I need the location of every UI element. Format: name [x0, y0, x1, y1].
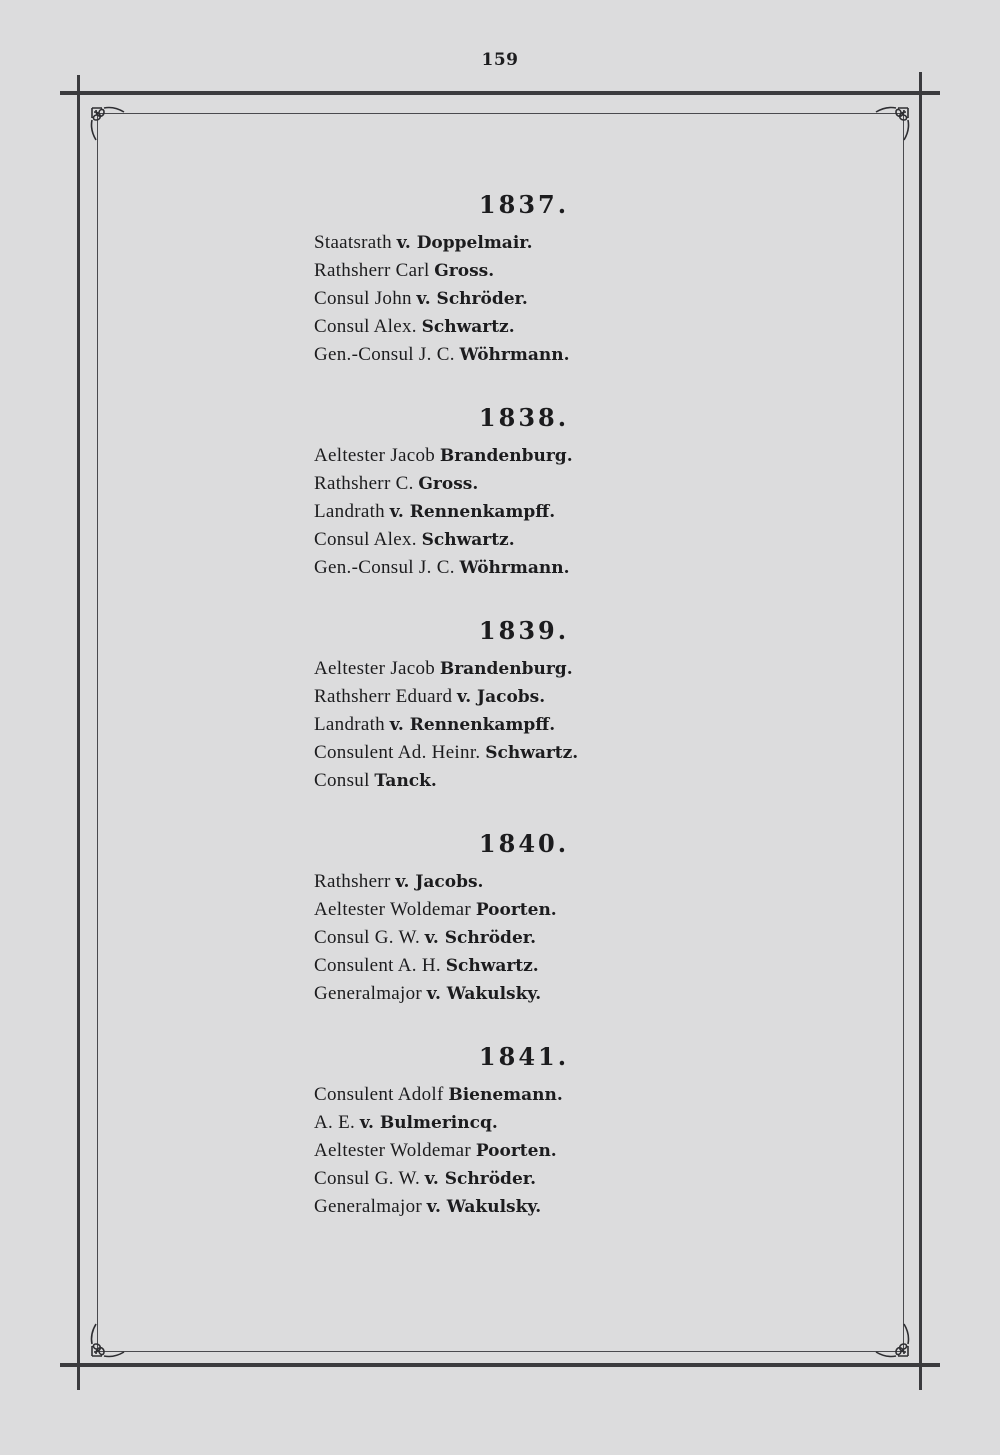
entry-prefix: Consul John: [314, 288, 412, 309]
entry-name: Wöhrmann.: [459, 345, 570, 365]
year-list: [314, 190, 734, 1255]
entry-prefix: Gen.-Consul J. C.: [314, 344, 455, 365]
list-item: [314, 739, 734, 767]
list-item: [314, 313, 734, 341]
entry-name: v. Bulmerincq.: [359, 1113, 498, 1133]
corner-ornament-icon: [872, 1320, 912, 1360]
year-section: [314, 1042, 734, 1221]
entry-name: v. Schröder.: [424, 1169, 537, 1189]
year-section: [314, 190, 734, 369]
corner-ornament-icon: [88, 104, 128, 144]
entry-prefix: Aeltester Woldemar: [314, 1140, 472, 1161]
entry-prefix: A. E.: [314, 1112, 356, 1133]
list-item: [314, 896, 734, 924]
entry-prefix: Aeltester Jacob: [314, 658, 436, 679]
entry-prefix: Rathsherr Eduard: [314, 686, 453, 707]
entry-name: v. Jacobs.: [395, 872, 484, 892]
entry-name: v. Schröder.: [424, 928, 537, 948]
entry-prefix: Consulent Adolf: [314, 1084, 444, 1105]
entry-prefix: Consul Alex.: [314, 529, 417, 550]
entry-prefix: Consulent Ad. Heinr.: [314, 742, 481, 763]
list-item: [314, 952, 734, 980]
entry-name: Schwartz.: [485, 743, 579, 763]
entry-name: Schwartz.: [421, 317, 515, 337]
entry-name: v. Jacobs.: [457, 687, 546, 707]
entry-name: Schwartz.: [445, 956, 539, 976]
list-item: [314, 341, 734, 369]
frame-right-rule: [919, 72, 922, 1390]
year-heading: 1840.: [478, 829, 570, 858]
entry-name: Brandenburg.: [439, 446, 573, 466]
list-item: [314, 683, 734, 711]
corner-ornament-icon: [88, 1320, 128, 1360]
entry-name: v. Wakulsky.: [426, 984, 542, 1004]
entry-name: v. Rennenkampff.: [389, 715, 556, 735]
entry-name: Bienemann.: [448, 1085, 563, 1105]
list-item: [314, 1137, 734, 1165]
entry-prefix: Consul G. W.: [314, 1168, 421, 1189]
entry-name: Gross.: [418, 474, 479, 494]
entry-prefix: Aeltester Woldemar: [314, 899, 472, 920]
entry-name: Wöhrmann.: [459, 558, 570, 578]
frame-top-rule: [60, 91, 940, 95]
page-number: 159: [481, 50, 519, 70]
entry-name: Gross.: [434, 261, 495, 281]
frame-left-rule: [77, 75, 80, 1390]
list-item: [314, 526, 734, 554]
list-item: [314, 711, 734, 739]
list-item: [314, 442, 734, 470]
list-item: [314, 554, 734, 582]
list-item: [314, 868, 734, 896]
entry-name: Schwartz.: [421, 530, 515, 550]
entry-name: v. Rennenkampff.: [389, 502, 556, 522]
list-item: [314, 924, 734, 952]
entry-prefix: Consulent A. H.: [314, 955, 441, 976]
year-heading: 1839.: [478, 616, 570, 645]
list-item: [314, 1193, 734, 1221]
list-item: [314, 980, 734, 1008]
entry-name: Poorten.: [475, 1141, 557, 1161]
corner-ornament-icon: [872, 104, 912, 144]
list-item: [314, 498, 734, 526]
year-section: [314, 403, 734, 582]
entry-prefix: Consul: [314, 770, 370, 791]
year-heading: 1837.: [478, 190, 570, 219]
entry-prefix: Consul Alex.: [314, 316, 417, 337]
list-item: [314, 229, 734, 257]
entry-prefix: Rathsherr C.: [314, 473, 414, 494]
entry-name: Poorten.: [475, 900, 557, 920]
year-heading: 1841.: [478, 1042, 570, 1071]
entry-prefix: Rathsherr Carl: [314, 260, 430, 281]
entry-name: v. Doppelmair.: [396, 233, 533, 253]
list-item: [314, 1165, 734, 1193]
entry-name: v. Schröder.: [416, 289, 528, 309]
year-section: [314, 829, 734, 1008]
entry-prefix: Generalmajor: [314, 983, 423, 1004]
entry-prefix: Generalmajor: [314, 1196, 423, 1217]
list-item: [314, 257, 734, 285]
entry-name: Tanck.: [374, 771, 437, 791]
entry-name: v. Wakulsky.: [426, 1197, 542, 1217]
entry-prefix: Rathsherr: [314, 871, 391, 892]
list-item: [314, 1081, 734, 1109]
entry-prefix: Gen.-Consul J. C.: [314, 557, 455, 578]
entry-prefix: Consul G. W.: [314, 927, 421, 948]
frame-bottom-rule: [60, 1363, 940, 1367]
entry-prefix: Staatsrath: [314, 232, 392, 253]
list-item: [314, 767, 734, 795]
year-heading: 1838.: [478, 403, 570, 432]
list-item: [314, 285, 734, 313]
list-item: [314, 1109, 734, 1137]
year-section: [314, 616, 734, 795]
list-item: [314, 655, 734, 683]
entry-prefix: Landrath: [314, 714, 385, 735]
entry-prefix: Landrath: [314, 501, 385, 522]
entry-prefix: Aeltester Jacob: [314, 445, 436, 466]
list-item: [314, 470, 734, 498]
entry-name: Brandenburg.: [439, 659, 573, 679]
